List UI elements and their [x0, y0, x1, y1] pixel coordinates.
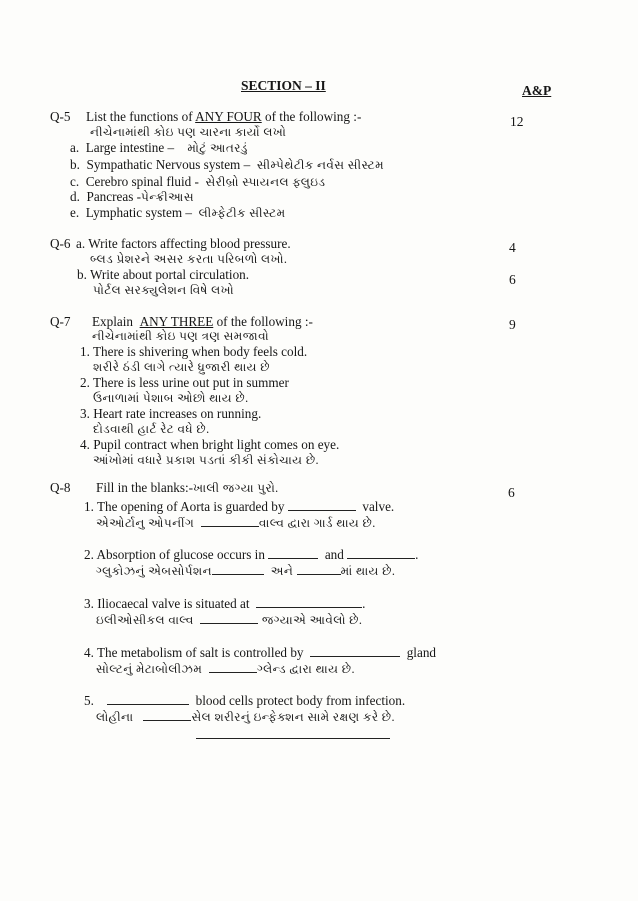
answer-blank: [347, 547, 415, 559]
question-marks: 4: [509, 240, 516, 255]
question-number: Q-6: [50, 236, 71, 251]
answer-blank: [143, 709, 191, 721]
fill-blank-item-gujarati: લોહીના સેલ શરીરનું ઇન્ફેક્શન સામે રક્ષણ કરે છે.: [96, 710, 395, 724]
list-item: 3. Heart rate increases on running.: [80, 406, 262, 421]
answer-blank: [310, 645, 400, 657]
question-number: Q-7: [50, 314, 71, 329]
list-item: c. Cerebro spinal fluid - સેરીબ્રો સ્પાયનલ ફ્લુઇડ: [70, 174, 326, 189]
answer-blank: [297, 563, 341, 575]
subject-code: A&P: [522, 83, 552, 98]
answer-blank: [201, 515, 259, 527]
question-text: List the functions of ANY FOUR of the following :-: [86, 109, 362, 124]
list-item-gujarati: આંખોમાં વધારે પ્રકાશ પડતાં કીકી સંકોચાય છે.: [93, 453, 319, 467]
question-number: Q-8: [50, 480, 71, 495]
answer-blank: [107, 693, 189, 705]
answer-blank: [268, 547, 318, 559]
list-item-gujarati: શરીરે ઠંડી લાગે ત્યારે ધ્રુજારી થાય છે: [93, 360, 270, 374]
fill-blank-item: 3. Iliocaecal valve is situated at .: [84, 596, 366, 611]
fill-blank-item-gujarati: ઇલીઓસીકલ વાલ્વ જગ્યાએ આવેલો છે.: [96, 613, 363, 627]
question-number: Q-5: [50, 109, 71, 124]
list-item-gujarati: ઉનાળામાં પેશાબ ઓછો થાય છે.: [93, 391, 249, 405]
fill-blank-item: 2. Absorption of glucose occurs in and .: [84, 547, 419, 562]
list-item: 4. Pupil contract when bright light comes on eye.: [80, 437, 340, 452]
answer-blank: [256, 596, 362, 608]
question-text: b. Write about portal circulation.: [77, 267, 250, 282]
question-text: Explain ANY THREE of the following :-: [92, 314, 313, 329]
answer-blank: [209, 661, 257, 673]
answer-blank: [200, 612, 258, 624]
list-item: d. Pancreas -પેન્ક્રીઆસ: [70, 189, 195, 204]
end-of-section-rule: [196, 738, 390, 739]
question-text-gujarati: નીચેનામાંથી કોઇ પણ ચારના કાર્યો લખો: [90, 125, 287, 139]
fill-blank-item: 4. The metabolism of salt is controlled by gland: [84, 645, 437, 660]
list-item: 1. There is shivering when body feels cold.: [80, 344, 308, 359]
fill-blank-item: 1. The opening of Aorta is guarded by valve.: [84, 499, 395, 514]
list-item: 2. There is less urine out put in summer: [80, 375, 289, 390]
list-item-gujarati: દોડવાથી હાર્ટ રેટ વધે છે.: [93, 422, 210, 436]
answer-blank: [212, 563, 264, 575]
question-text-gujarati: પોર્ટલ સરક્યુલેશન વિષે લખો: [93, 283, 235, 297]
question-text: Fill in the blanks:-ખાલી જગ્યા પુરો.: [96, 480, 279, 495]
fill-blank-item-gujarati: ગ્લુકોઝનું એબસોર્પશન અને માં થાય છે.: [96, 564, 396, 578]
list-item: e. Lymphatic system – લીમ્ફેટીક સીસ્ટમ: [70, 205, 286, 220]
list-item: b. Sympathatic Nervous system – સીમ્પેથેટીક નર્વસ સીસ્ટમ: [70, 157, 385, 172]
question-marks: 6: [508, 485, 515, 500]
fill-blank-item-gujarati: એઓર્ટાનુ ઓપનીંગ વાલ્વ દ્વારા ગાર્ડ થાય છે.: [96, 516, 376, 530]
question-text-gujarati: બ્લડ પ્રેશરને અસર કરતા પરિબળો લખો.: [90, 252, 288, 266]
fill-blank-item: 5. blood cells protect body from infection.: [84, 693, 406, 708]
list-item: a. Large intestine – મોટું આતરડું: [70, 140, 248, 155]
answer-blank: [288, 499, 356, 511]
question-marks: 9: [509, 317, 516, 332]
question-text-gujarati: નીચેનામાંથી કોઇ પણ ત્રણ સમજાવો: [92, 329, 270, 343]
fill-blank-item-gujarati: સોલ્ટનું મેટાબોલીઝમ ગ્લેન્ડ દ્વારા થાય છે.: [96, 662, 355, 676]
question-marks: 12: [510, 114, 524, 129]
section-title: SECTION – II: [241, 78, 326, 93]
question-marks: 6: [509, 272, 516, 287]
question-text: a. Write factors affecting blood pressure.: [76, 236, 291, 251]
